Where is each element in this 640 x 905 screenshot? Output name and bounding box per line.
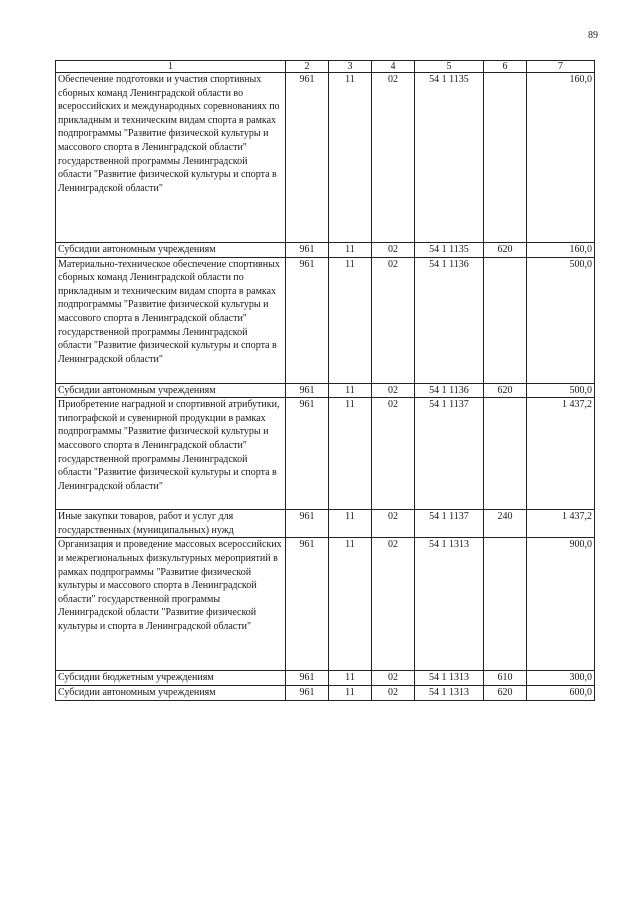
row-name: Субсидии автономным учреждениям [56,685,286,700]
amount: 600,0 [527,685,595,700]
target-code: 54 1 1313 [415,685,484,700]
target-code: 54 1 1137 [415,510,484,538]
ministry-code: 961 [286,73,329,243]
subsection-code: 02 [372,383,415,398]
target-code: 54 1 1313 [415,671,484,686]
subsection-code: 02 [372,671,415,686]
column-header: 6 [484,61,527,73]
table-row [56,73,595,243]
table-row [56,538,595,671]
ministry-code: 961 [286,538,329,671]
amount: 900,0 [527,538,595,671]
amount: 500,0 [527,383,595,398]
target-code: 54 1 1135 [415,73,484,243]
row-name: Субсидии бюджетным учреждениям [56,671,286,686]
amount: 1 437,2 [527,398,595,510]
row-name: Материально-техническое обеспечение спортивных сборных команд Ленинградской области по прикладным и техническим видам спорта в рамках подпрограммы "Развитие физической культуры и массового спорта в Ленинградской области" государственной программы Ленинградской области "Развитие физической культуры и спорта в Ленинградской области" [56,257,286,383]
section-code: 11 [329,398,372,510]
amount: 160,0 [527,243,595,258]
column-header: 7 [527,61,595,73]
subsection-code: 02 [372,538,415,671]
target-code: 54 1 1313 [415,538,484,671]
amount: 1 437,2 [527,510,595,538]
subsection-code: 02 [372,243,415,258]
row-name: Субсидии автономным учреждениям [56,243,286,258]
column-header: 1 [56,61,286,73]
ministry-code: 961 [286,243,329,258]
target-code: 54 1 1136 [415,383,484,398]
section-code: 11 [329,538,372,671]
expense-type [484,73,527,243]
target-code: 54 1 1136 [415,257,484,383]
table-row [56,383,595,398]
section-code: 11 [329,685,372,700]
row-name: Обеспечение подготовки и участия спортивных сборных команд Ленинградской области во всероссийских и международных соревнованиях по прикладным и техническим видам спорта в рамках подпрограммы "Развитие физической культуры и массового спорта в Ленинградской области" государственной программы Ленинградской области "Развитие физической культуры и спорта в Ленинградской области" [56,73,286,243]
page-number: 89 [588,30,598,41]
table-row [56,257,595,383]
expense-type: 610 [484,671,527,686]
expense-type [484,538,527,671]
ministry-code: 961 [286,257,329,383]
section-code: 11 [329,510,372,538]
subsection-code: 02 [372,510,415,538]
expense-type: 620 [484,243,527,258]
expense-type: 620 [484,383,527,398]
ministry-code: 961 [286,510,329,538]
ministry-code: 961 [286,685,329,700]
table-row [56,243,595,258]
expense-type: 620 [484,685,527,700]
target-code: 54 1 1135 [415,243,484,258]
section-code: 11 [329,383,372,398]
subsection-code: 02 [372,398,415,510]
column-header: 4 [372,61,415,73]
row-name: Организация и проведение массовых всероссийских и межрегиональных физкультурных мероприятий в рамках подпрограммы "Развитие физической культуры и массового спорта в Ленинградской области" государственной программы Ленинградской области "Развитие физической культуры и спорта в Ленинградской области" [56,538,286,671]
column-header: 3 [329,61,372,73]
subsection-code: 02 [372,257,415,383]
section-code: 11 [329,257,372,383]
section-code: 11 [329,73,372,243]
row-name: Субсидии автономным учреждениям [56,383,286,398]
expense-type: 240 [484,510,527,538]
table-header-row [56,61,595,73]
row-name: Иные закупки товаров, работ и услуг для государственных (муниципальных) нужд [56,510,286,538]
subsection-code: 02 [372,685,415,700]
amount: 500,0 [527,257,595,383]
target-code: 54 1 1137 [415,398,484,510]
table-row [56,685,595,700]
section-code: 11 [329,243,372,258]
amount: 300,0 [527,671,595,686]
amount: 160,0 [527,73,595,243]
budget-table [55,60,595,701]
ministry-code: 961 [286,383,329,398]
column-header: 2 [286,61,329,73]
table-row [56,398,595,510]
table-row [56,510,595,538]
expense-type [484,257,527,383]
table-row [56,671,595,686]
ministry-code: 961 [286,398,329,510]
expense-type [484,398,527,510]
column-header: 5 [415,61,484,73]
section-code: 11 [329,671,372,686]
row-name: Приобретение наградной и спортивной атрибутики, типографской и сувенирной продукции в рамках подпрограммы "Развитие физической культуры и массового спорта в Ленинградской области" государственной программы Ленинградской области "Развитие физической культуры и спорта в Ленинградской области" [56,398,286,510]
subsection-code: 02 [372,73,415,243]
ministry-code: 961 [286,671,329,686]
